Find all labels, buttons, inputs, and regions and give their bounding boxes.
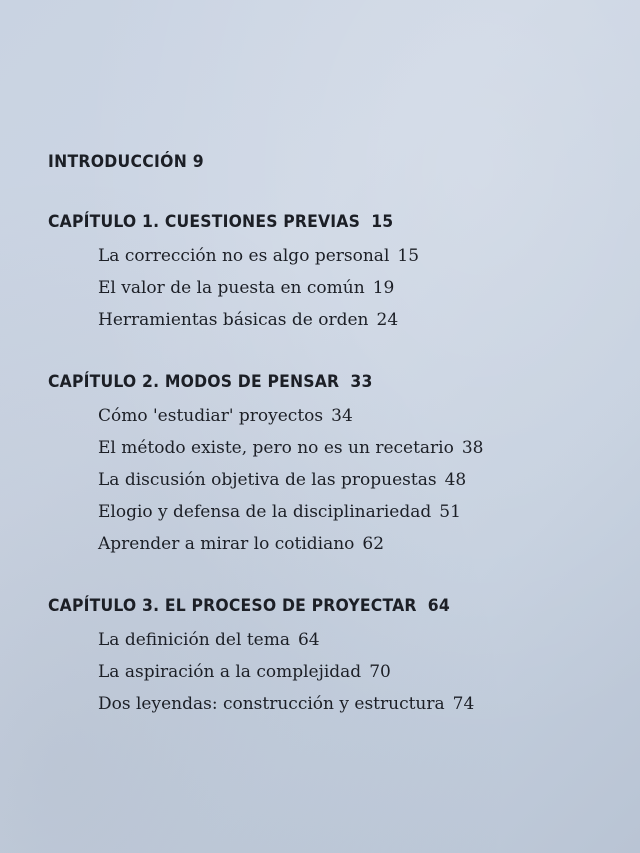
- toc-entry: [98, 304, 608, 336]
- toc-entry: [98, 624, 608, 656]
- chapter-entries: [48, 400, 608, 560]
- toc-entry: [98, 400, 608, 432]
- chapter-entries: [48, 624, 608, 720]
- chapter-2: [48, 368, 608, 560]
- entry-page: 19: [372, 278, 395, 298]
- entry-label: Dos leyendas: construcción y estructura: [98, 694, 445, 714]
- entry-label: La corrección no es algo personal: [98, 246, 390, 266]
- entry-page: 38: [461, 438, 484, 458]
- chapter-page: 15: [371, 212, 394, 232]
- intro-page: 9: [192, 152, 204, 172]
- entry-page: 51: [439, 502, 461, 522]
- entry-label: Elogio y defensa de la disciplinariedad: [98, 502, 432, 522]
- entry-label: La aspiración a la complejidad: [98, 662, 362, 682]
- toc-entry: [98, 656, 608, 688]
- toc-entry: [98, 688, 608, 720]
- entry-label: Herramientas básicas de orden: [98, 310, 369, 330]
- chapter-title-label: CAPÍTULO 1. CUESTIONES PREVIAS: [48, 212, 361, 232]
- toc-entry: [98, 528, 608, 560]
- toc-entry: [98, 240, 608, 272]
- entry-label: Aprender a mirar lo cotidiano: [98, 534, 355, 554]
- entry-label: El valor de la puesta en común: [98, 278, 365, 298]
- chapter-title: [48, 208, 563, 236]
- toc-entry: [98, 432, 608, 464]
- table-of-contents: [48, 148, 608, 752]
- entry-label: La definición del tema: [98, 630, 290, 650]
- chapter-page: 33: [350, 372, 373, 392]
- entry-page: 48: [444, 470, 467, 490]
- intro-label: INTRODUCCIÓN: [48, 152, 188, 172]
- chapter-1: [48, 208, 608, 336]
- chapter-page: 64: [427, 596, 450, 616]
- entry-label: Cómo 'estudiar' proyectos: [98, 406, 324, 426]
- entry-page: 64: [297, 630, 320, 650]
- entry-label: El método existe, pero no es un recetario: [98, 438, 454, 458]
- toc-entry: [98, 272, 608, 304]
- chapter-title: [48, 368, 563, 396]
- entry-page: 24: [376, 310, 399, 330]
- entry-label: La discusión objetiva de las propuestas: [98, 470, 437, 490]
- toc-entry: [98, 464, 608, 496]
- chapter-3: [48, 592, 608, 720]
- chapter-entries: [48, 240, 608, 336]
- entry-page: 15: [397, 246, 420, 266]
- chapter-title-label: CAPÍTULO 3. EL PROCESO DE PROYECTAR: [48, 596, 417, 616]
- entry-page: 62: [362, 534, 385, 554]
- chapter-title-label: CAPÍTULO 2. MODOS DE PENSAR: [48, 372, 340, 392]
- entry-page: 70: [369, 662, 391, 682]
- entry-page: 34: [331, 406, 353, 426]
- entry-page: 74: [452, 694, 475, 714]
- chapter-title: [48, 592, 563, 620]
- toc-entry: [98, 496, 608, 528]
- toc-introduction: [48, 148, 563, 176]
